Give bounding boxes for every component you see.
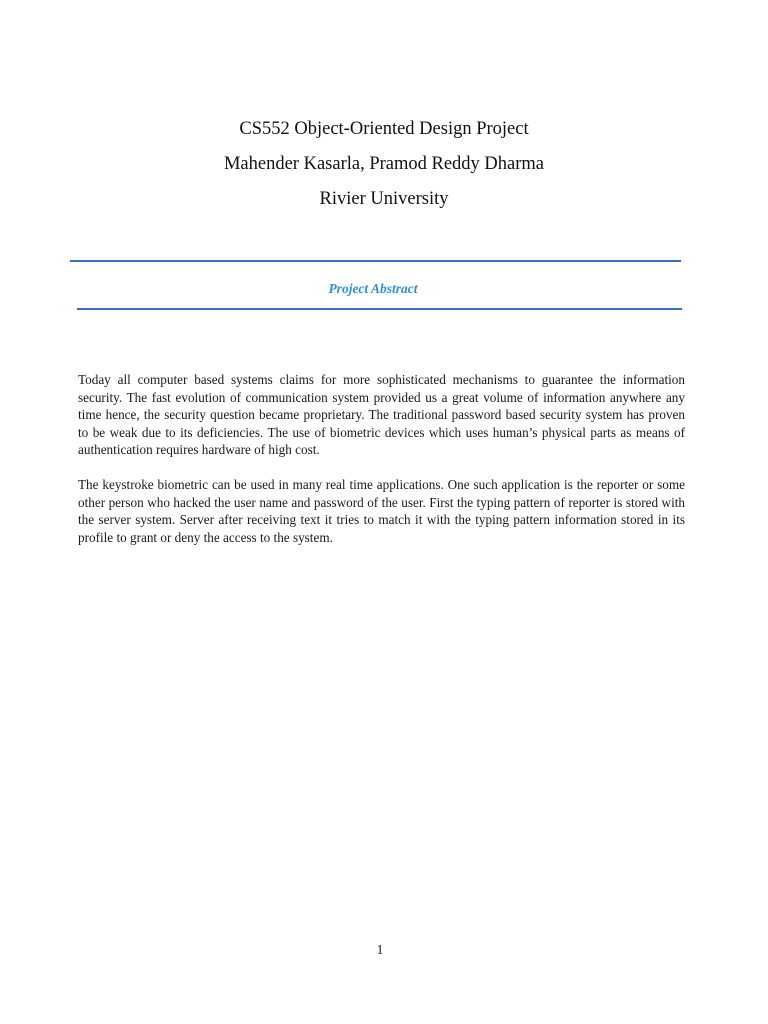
divider-top — [70, 260, 681, 262]
paragraph: The keystroke biometric can be used in many real time applications. One such application is the reporter or some other person who hacked the user name and password of the user. First the typing pattern of reporter is stored with the server system. Server after receiving text it tries to match it with the typing pattern information stored in its profile to grant or deny the access to the system. — [78, 476, 685, 545]
paragraph: Today all computer based systems claims for more sophisticated mechanisms to guarantee the information security. The fast evolution of communication system provided us a great volume of information anywhere any time hence, the security question became proprietary. The traditional password based security system has proven to be weak due to its deficiencies. The use of biometric devices which uses human’s physical parts as means of authentication requires hardware of high cost. — [78, 372, 685, 458]
document-authors: Mahender Kasarla, Pramod Reddy Dharma — [223, 154, 545, 174]
abstract-body — [78, 371, 685, 563]
section-heading: Project Abstract — [328, 281, 418, 296]
document-title: CS552 Object-Oriented Design Project — [239, 119, 529, 139]
title-block — [0, 112, 768, 217]
document-institution: Rivier University — [319, 189, 449, 209]
page-number: 1 — [376, 942, 384, 957]
divider-bottom — [77, 308, 682, 310]
